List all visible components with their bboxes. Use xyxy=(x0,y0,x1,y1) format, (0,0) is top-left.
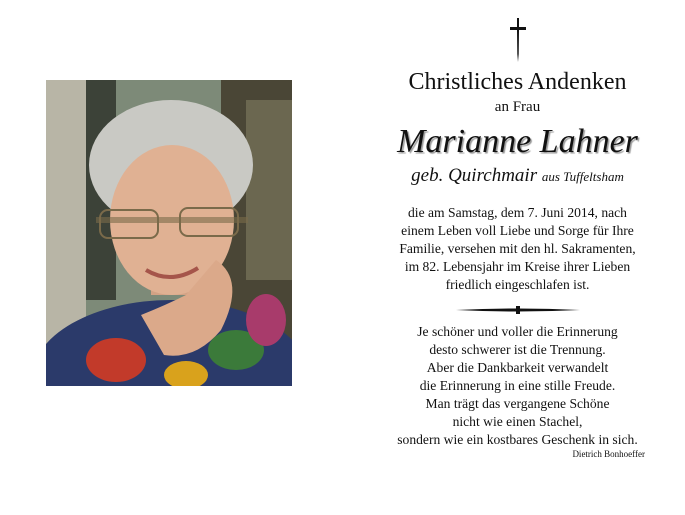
poem-line: Je schöner und voller die Erinnerung xyxy=(417,324,618,339)
card-subtitle: an Frau xyxy=(494,99,541,115)
poem xyxy=(360,323,675,449)
obituary-line: friedlich eingeschlafen ist. xyxy=(445,277,590,292)
obituary-line: Familie, versehen mit den hl. Sakramenten, xyxy=(399,241,636,256)
obituary-line: im 82. Lebensjahr im Kreise ihrer Lieben xyxy=(404,259,631,274)
portrait-photo xyxy=(46,80,292,386)
poem-line: sondern wie ein kostbares Geschenk in sich. xyxy=(397,432,638,447)
poem-line: die Erinnerung in eine stille Freude. xyxy=(419,378,616,393)
origin: aus Tuffeltsham xyxy=(541,169,624,184)
memorial-text-panel xyxy=(360,18,675,460)
maiden-name-line xyxy=(360,164,675,189)
card-title: Christliches Andenken xyxy=(408,69,627,95)
portrait-illustration xyxy=(46,80,292,386)
poem-line: nicht wie einen Stachel, xyxy=(452,414,583,429)
ornamental-divider xyxy=(456,306,580,314)
obituary-line: einem Leben voll Liebe und Sorge für Ihre xyxy=(401,223,634,238)
poem-author: Dietrich Bonhoeffer xyxy=(572,449,645,459)
deceased-name: Marianne Lahner xyxy=(397,123,638,160)
poem-line: desto schwerer ist die Trennung. xyxy=(429,342,606,357)
maiden-name: geb. Quirchmair xyxy=(411,165,538,186)
obituary-text xyxy=(360,204,675,294)
poem-line: Aber die Dankbarkeit verwandelt xyxy=(426,360,609,375)
latin-cross-icon xyxy=(508,18,528,62)
poem-line: Man trägt das vergangene Schöne xyxy=(425,396,610,411)
obituary-line: die am Samstag, dem 7. Juni 2014, nach xyxy=(408,205,627,220)
